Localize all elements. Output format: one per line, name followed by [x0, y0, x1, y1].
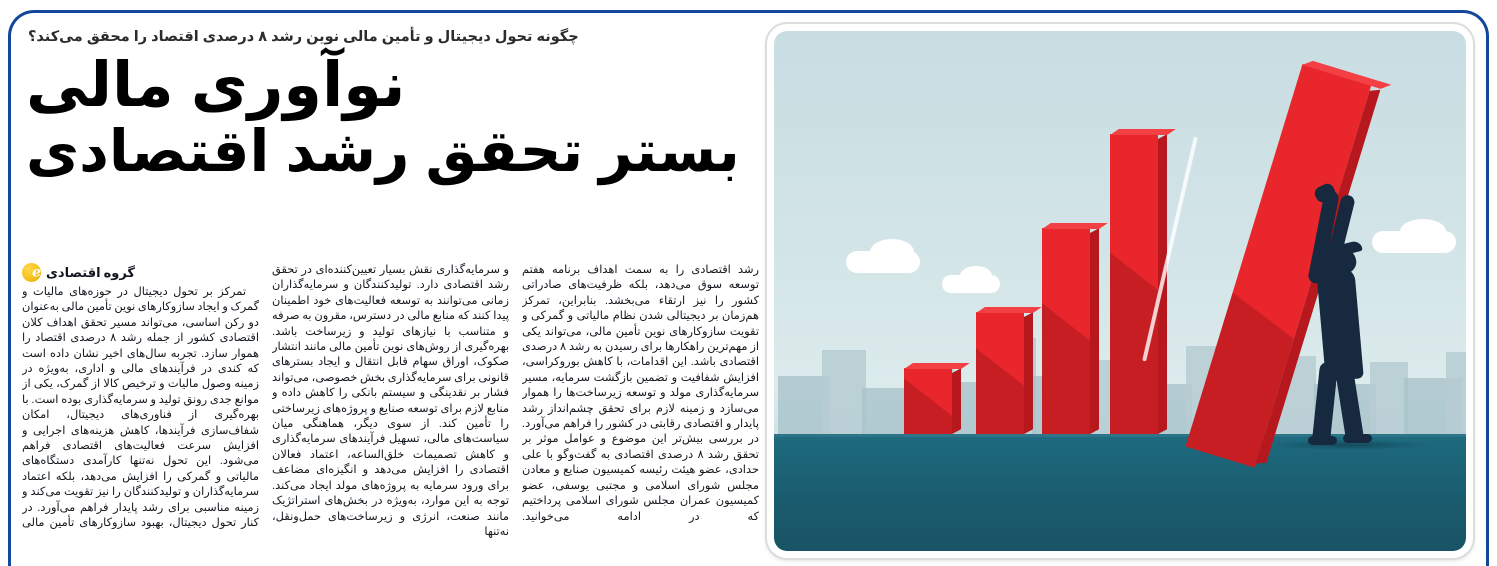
chart-bar-1 [904, 368, 952, 434]
text-column-left [522, 263, 759, 566]
text-column-middle [272, 263, 509, 566]
paragraph: رشد اقتصادی را به سمت اهداف برنامه هفتم توسعه سوق می‌دهد، بلکه ظرفیت‌های صادراتی کشور را نیز ارتقاء می‌بخشد. بنابراین، تمرکز هم‌زمان بر دیجیتالی شدن نظام مالیاتی و گمرکی و تقویت سازوکارهای نوین تأمین مالی، می‌تواند یکی از مهم‌ترین راهکارها برای رسیدن به رشد ۸ درصدی اقتصادی باشد. این اقدامات، با کاهش بوروکراسی، افزایش شفافیت و تضمین بازگشت سرمایه، مسیر سرمایه‌گذاری مولد و توسعه زیرساخت‌ها را هموار می‌سازد و زمینه لازم برای تحقق چشم‌انداز رشد پایدار و اقتصادی رقابتی در کشور را فراهم می‌آورد. در بررسی بیش‌تر این موضوع و عوامل موثر بر تحقق رشد ۸ درصدی اقتصادی به گفت‌وگو با علی حدادی، عضو هیئت رئیسه کمیسیون صنایع و معادن مجلس شورای اسلامی و مجتبی یوسفی، عضو کمیسیون عمران مجلس شورای اسلامی پرداختیم که در ادامه می‌خوانید. [522, 264, 759, 523]
chart-bar-2 [976, 312, 1024, 434]
headline-line-2: بستر تحقق رشد اقتصادی [26, 119, 740, 185]
byline-label: گروه اقتصادی [46, 264, 135, 280]
article-columns [18, 263, 763, 566]
article-kicker: چگونه تحول دیجیتال و تأمین مالی نوین رشد ۸ درصدی اقتصاد را محقق می‌کند؟ [28, 29, 579, 45]
cloud-icon [960, 266, 992, 286]
illustration-container [763, 20, 1479, 562]
headline-line-1: نوآوری مالی [26, 51, 406, 120]
e-circle-logo-icon [22, 263, 41, 282]
businessman-silhouette [1286, 194, 1396, 444]
chart-bar-3 [1042, 228, 1090, 434]
paragraph: تمرکز بر تحول دیجیتال در حوزه‌های مالیات و گمرک و ایجاد سازوکارهای نوین تأمین مالی به‌عنوان دو رکن اساسی، می‌تواند مسیر تحقق اهداف کلان اقتصادی کشور از جمله رشد ۸ درصدی اقتصاد را هموار سازد. تجربه سال‌های اخیر نشان داده است که کندی در فرآیندهای مالی و اداری، به‌ویژه در زمینه وصول مالیات و ترخیص کالا از گمرک، یکی از موانع جدی رونق تولید و سرمایه‌گذاری بوده است. با بهره‌گیری از فناوری‌های دیجیتال، امکان شفاف‌سازی فرآیندها، کاهش هزینه‌های اجرایی و افزایش سرعت فعالیت‌های اقتصادی فراهم می‌شود. این تحول نه‌تنها کارآمدی دستگاه‌های مالیاتی و گمرکی را افزایش می‌دهد، بلکه اعتماد سرمایه‌گذاران و تولیدکنندگان را نیز تقویت می‌کند و زمینه مناسبی برای رشد پایدار فراهم می‌آورد. در کنار تحول دیجیتال، بهبود سازوکارهای تأمین مالی [22, 286, 259, 530]
page-title [20, 45, 763, 185]
page-inner [18, 20, 1479, 566]
byline [22, 263, 259, 282]
cloud-icon [870, 239, 914, 265]
cloud-icon [1400, 219, 1446, 244]
article-content [18, 20, 763, 566]
paragraph: و سرمایه‌گذاری نقش بسیار تعیین‌کننده‌ای در تحقق رشد اقتصادی دارد. تولیدکنندگان و سرمایه‌گذاران زمانی می‌توانند به توسعه فعالیت‌های خود اطمینان پیدا کنند که منابع مالی در دسترس، مقرون به صرفه و متناسب با نیازهای تولید و زیرساخت باشد. بهره‌گیری از روش‌های نوین تأمین مالی مانند انتشار صکوک، اوراق سهام قابل انتقال و ایجاد بسترهای قانونی برای سرمایه‌گذاری بخش خصوصی، می‌تواند فشار بر نقدینگی و سیستم بانکی را کاهش داده و منابع لازم برای توسعه صنایع و پروژه‌های زیرساختی را تأمین کند. از سوی دیگر، هماهنگی میان سیاست‌های مالی، تسهیل فرآیندهای سرمایه‌گذاری و کاهش تصمیمات خلق‌الساعه، اعتماد فعالان اقتصادی را افزایش می‌دهد و انگیزه‌ای مضاعف برای ورود سرمایه به پروژه‌های مولد ایجاد می‌کند. توجه به این موارد، به‌ویژه در بخش‌های استراتژیک مانند صنعت، انرژی و زیرساخت‌های حمل‌ونقل، نه‌تنها [272, 264, 509, 538]
ground-plane [774, 434, 1466, 551]
chart-bar-4 [1110, 134, 1158, 434]
article-illustration [767, 24, 1473, 558]
text-column-right [22, 263, 259, 566]
illustration-scene [774, 31, 1466, 551]
